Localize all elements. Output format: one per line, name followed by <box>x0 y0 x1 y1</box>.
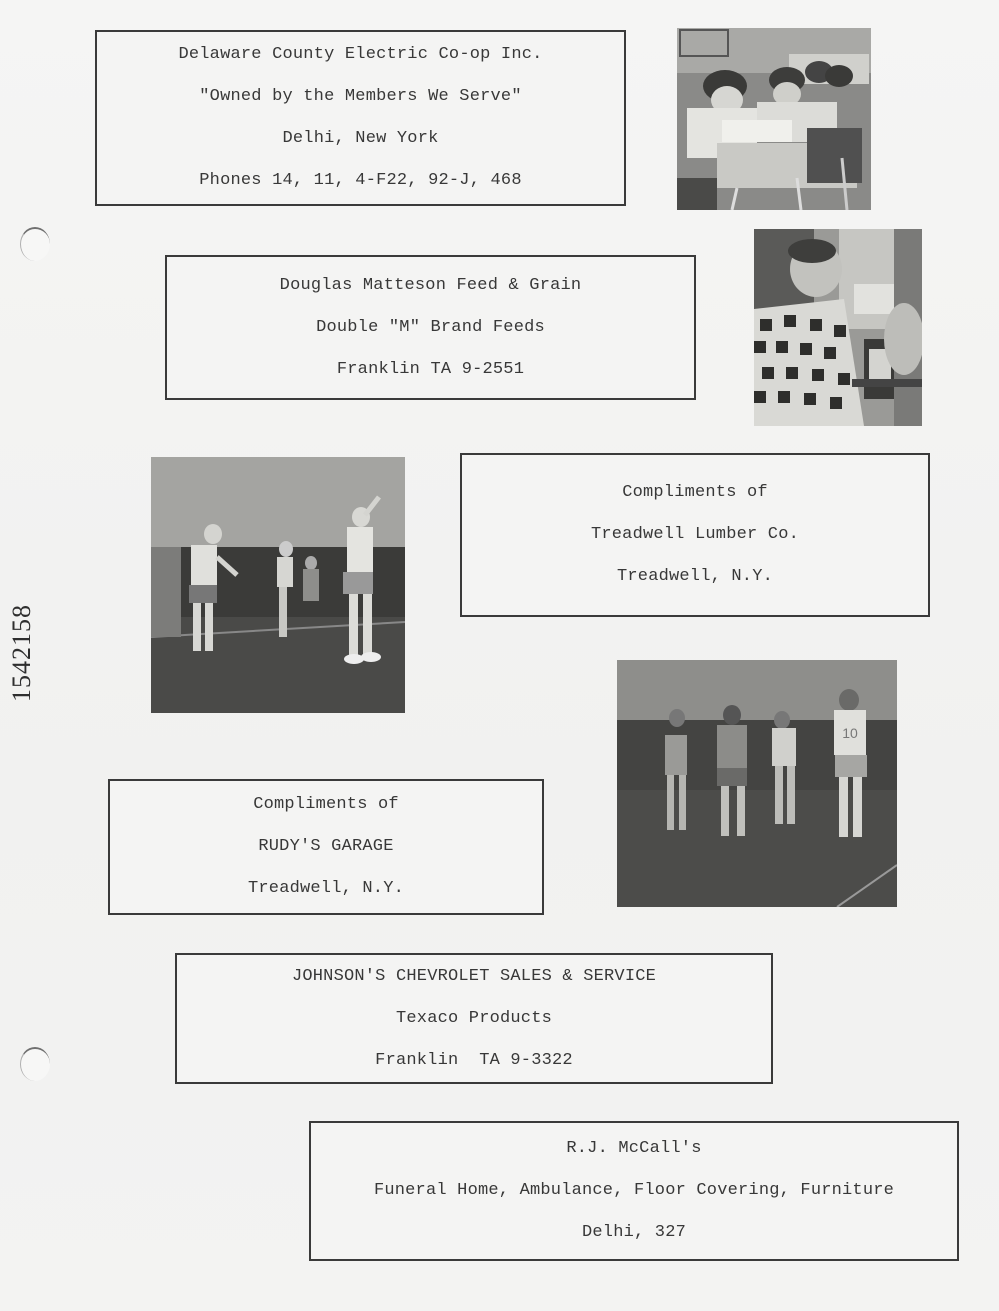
ad-line: Treadwell, N.Y. <box>616 567 774 586</box>
ad-rj-mccall <box>309 1121 959 1261</box>
punch-hole-top <box>20 227 50 261</box>
ad-line: Compliments of <box>253 795 399 814</box>
boy-plaid-shirt-image <box>754 229 922 426</box>
photo-boy-plaid-shirt <box>754 229 922 426</box>
photo-basketball-game <box>617 660 897 907</box>
ad-line: R.J. McCall's <box>566 1139 702 1158</box>
basketball-free-throw-image <box>151 457 405 713</box>
ad-line: RUDY'S GARAGE <box>258 837 394 856</box>
ad-line: Funeral Home, Ambulance, Floor Covering, Furniture <box>373 1181 895 1200</box>
ad-line: "Owned by the Members We Serve" <box>199 87 522 106</box>
ad-line: Delhi, 327 <box>581 1223 687 1242</box>
serial-number-text: 1542158 <box>7 604 36 702</box>
ad-treadwell-lumber <box>460 453 930 617</box>
punch-hole-bottom <box>20 1047 50 1081</box>
serial-number <box>2 583 42 723</box>
ad-johnsons-chevrolet <box>175 953 773 1084</box>
ad-line: Franklin TA 9-2551 <box>336 359 525 379</box>
ad-line: Treadwell Lumber Co. <box>590 525 800 544</box>
ad-delaware-county-electric <box>95 30 626 206</box>
photo-basketball-free-throw <box>151 457 405 713</box>
ad-line: JOHNSON'S CHEVROLET SALES & SERVICE <box>291 966 657 986</box>
ad-rudys-garage <box>108 779 544 915</box>
jersey-number: 10 <box>842 725 858 741</box>
ad-line: Franklin TA 9-3322 <box>375 1050 573 1070</box>
ad-line: Delhi, New York <box>282 129 439 148</box>
ad-line: Double "M" Brand Feeds <box>316 317 545 337</box>
ad-line: Delaware County Electric Co-op Inc. <box>178 45 543 64</box>
ad-line: Douglas Matteson Feed & Grain <box>279 275 582 295</box>
ad-line: Compliments of <box>622 483 768 502</box>
basketball-game-image <box>617 660 897 907</box>
ad-line: Texaco Products <box>395 1008 553 1028</box>
ad-douglas-matteson <box>165 255 696 400</box>
photo-typing-class <box>677 28 871 210</box>
ad-line: Phones 14, 11, 4-F22, 92-J, 468 <box>199 171 522 190</box>
typing-class-image <box>677 28 871 210</box>
ad-line: Treadwell, N.Y. <box>247 879 405 898</box>
